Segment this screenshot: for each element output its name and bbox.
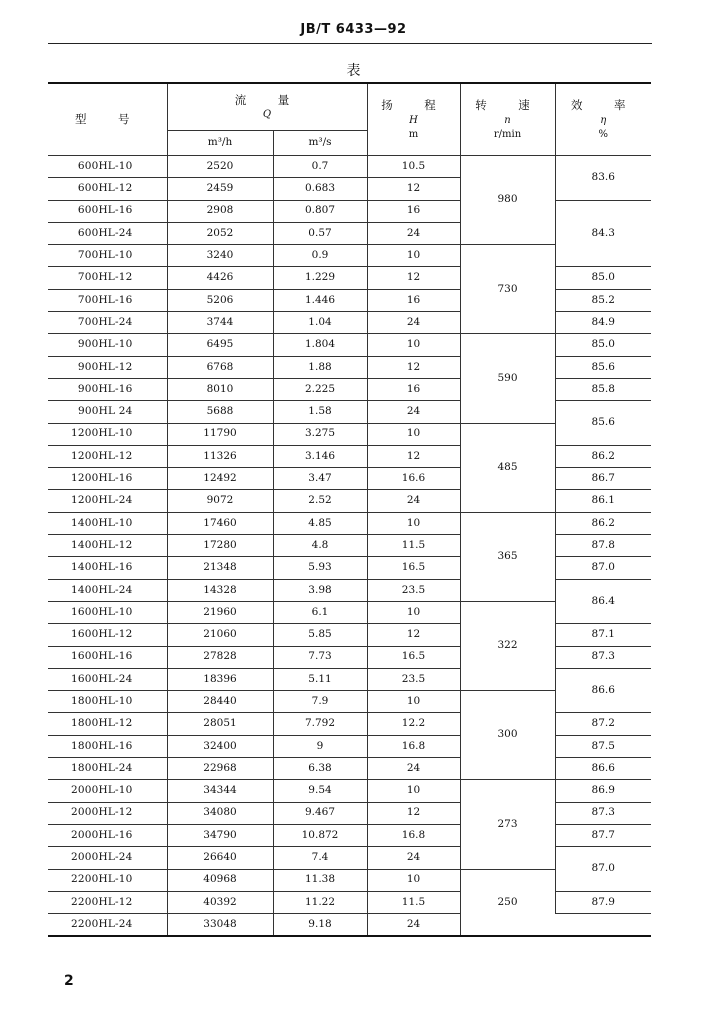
flow-per-second-cell: 6.38 <box>273 758 367 780</box>
model-cell: 600HL-12 <box>48 178 167 200</box>
head-cell: 12 <box>367 624 460 646</box>
table-row <box>48 824 651 846</box>
model-cell: 1200HL-12 <box>48 445 167 467</box>
table-row <box>48 490 651 512</box>
table-row <box>48 401 651 423</box>
flow-per-second-cell: 4.8 <box>273 535 367 557</box>
model-cell: 600HL-16 <box>48 200 167 222</box>
model-cell: 2000HL-10 <box>48 780 167 802</box>
head-cell: 24 <box>367 222 460 244</box>
efficiency-cell: 86.4 <box>555 579 651 624</box>
flow-per-hour-cell: 18396 <box>167 668 273 690</box>
efficiency-cell: 85.6 <box>555 356 651 378</box>
table-row <box>48 267 651 289</box>
head-cell: 24 <box>367 312 460 334</box>
efficiency-cell: 87.8 <box>555 535 651 557</box>
head-cell: 12 <box>367 178 460 200</box>
flow-per-second-cell: 9 <box>273 735 367 757</box>
model-cell: 700HL-10 <box>48 245 167 267</box>
flow-per-second-cell: 7.9 <box>273 691 367 713</box>
speed-cell: 300 <box>460 691 555 780</box>
flow-per-second-cell: 9.467 <box>273 802 367 824</box>
flow-per-hour-cell: 34080 <box>167 802 273 824</box>
table-row <box>48 802 651 824</box>
model-cell: 1600HL-24 <box>48 668 167 690</box>
head-cell: 16 <box>367 289 460 311</box>
model-cell: 700HL-12 <box>48 267 167 289</box>
table-body <box>48 156 651 937</box>
flow-per-hour-cell: 11790 <box>167 423 273 445</box>
table-row <box>48 557 651 579</box>
speed-cell: 250 <box>460 869 555 936</box>
flow-per-hour-cell: 34790 <box>167 824 273 846</box>
speed-cell: 365 <box>460 512 555 601</box>
flow-per-hour-cell: 40968 <box>167 869 273 891</box>
flow-per-hour-cell: 3240 <box>167 245 273 267</box>
flow-per-hour-cell: 21960 <box>167 601 273 623</box>
flow-per-hour-cell: 9072 <box>167 490 273 512</box>
efficiency-cell: 86.6 <box>555 668 651 713</box>
flow-per-second-cell: 3.275 <box>273 423 367 445</box>
table-row <box>48 512 651 534</box>
efficiency-cell: 86.6 <box>555 758 651 780</box>
flow-per-second-cell: 11.38 <box>273 869 367 891</box>
speed-cell: 485 <box>460 423 555 512</box>
col-header-model: 型 号 <box>48 83 167 156</box>
model-cell: 1200HL-24 <box>48 490 167 512</box>
col-header-head: 扬 程 H m <box>367 83 460 156</box>
head-cell: 10.5 <box>367 156 460 178</box>
efficiency-cell: 84.9 <box>555 312 651 334</box>
flow-per-second-cell: 0.9 <box>273 245 367 267</box>
efficiency-cell: 87.5 <box>555 735 651 757</box>
head-cell: 10 <box>367 245 460 267</box>
efficiency-cell: 85.0 <box>555 267 651 289</box>
efficiency-cell: 86.2 <box>555 512 651 534</box>
flow-per-hour-cell: 17280 <box>167 535 273 557</box>
flow-per-hour-cell: 5688 <box>167 401 273 423</box>
efficiency-cell: 85.0 <box>555 334 651 356</box>
flow-per-second-cell: 5.11 <box>273 668 367 690</box>
model-cell: 700HL-24 <box>48 312 167 334</box>
table-caption: 表 <box>346 63 361 79</box>
table-row <box>48 891 651 913</box>
model-cell: 2200HL-24 <box>48 914 167 937</box>
flow-per-second-cell: 11.22 <box>273 891 367 913</box>
head-cell: 24 <box>367 847 460 869</box>
table-row <box>48 847 651 869</box>
table-row <box>48 646 651 668</box>
head-cell: 10 <box>367 691 460 713</box>
flow-per-second-cell: 5.93 <box>273 557 367 579</box>
flow-per-hour-cell: 17460 <box>167 512 273 534</box>
head-cell: 10 <box>367 334 460 356</box>
efficiency-cell: 83.6 <box>555 156 651 201</box>
efficiency-cell: 87.3 <box>555 646 651 668</box>
table-row <box>48 579 651 601</box>
model-cell: 1800HL-16 <box>48 735 167 757</box>
head-cell: 10 <box>367 869 460 891</box>
efficiency-cell: 87.0 <box>555 847 651 892</box>
flow-per-hour-cell: 22968 <box>167 758 273 780</box>
table-row <box>48 758 651 780</box>
head-cell: 16 <box>367 378 460 400</box>
model-cell: 700HL-16 <box>48 289 167 311</box>
model-cell: 600HL-24 <box>48 222 167 244</box>
flow-per-second-cell: 0.807 <box>273 200 367 222</box>
table-row <box>48 535 651 557</box>
flow-per-second-cell: 7.792 <box>273 713 367 735</box>
head-cell: 16.8 <box>367 824 460 846</box>
speed-cell: 590 <box>460 334 555 423</box>
flow-per-hour-cell: 6768 <box>167 356 273 378</box>
table-row <box>48 780 651 802</box>
head-cell: 12.2 <box>367 713 460 735</box>
flow-per-hour-cell: 34344 <box>167 780 273 802</box>
model-cell: 900HL-10 <box>48 334 167 356</box>
head-cell: 10 <box>367 601 460 623</box>
head-cell: 23.5 <box>367 579 460 601</box>
table-row <box>48 289 651 311</box>
flow-per-hour-cell: 2459 <box>167 178 273 200</box>
efficiency-cell: 84.3 <box>555 200 651 267</box>
flow-per-second-cell: 5.85 <box>273 624 367 646</box>
head-cell: 16.8 <box>367 735 460 757</box>
flow-per-second-cell: 2.225 <box>273 378 367 400</box>
table-row <box>48 445 651 467</box>
efficiency-cell: 87.0 <box>555 557 651 579</box>
flow-per-second-cell: 7.4 <box>273 847 367 869</box>
head-cell: 23.5 <box>367 668 460 690</box>
model-cell: 2200HL-10 <box>48 869 167 891</box>
table-row <box>48 334 651 356</box>
table-row <box>48 356 651 378</box>
flow-per-second-cell: 1.88 <box>273 356 367 378</box>
head-cell: 11.5 <box>367 891 460 913</box>
table-row <box>48 200 651 222</box>
flow-per-hour-cell: 5206 <box>167 289 273 311</box>
head-cell: 12 <box>367 445 460 467</box>
flow-per-second-cell: 0.683 <box>273 178 367 200</box>
table-row <box>48 312 651 334</box>
head-cell: 24 <box>367 758 460 780</box>
head-cell: 16 <box>367 200 460 222</box>
efficiency-cell: 85.2 <box>555 289 651 311</box>
efficiency-cell: 87.2 <box>555 713 651 735</box>
flow-per-second-cell: 6.1 <box>273 601 367 623</box>
model-cell: 600HL-10 <box>48 156 167 178</box>
flow-per-hour-cell: 21060 <box>167 624 273 646</box>
speed-cell: 730 <box>460 245 555 334</box>
table-row <box>48 713 651 735</box>
flow-per-second-cell: 1.58 <box>273 401 367 423</box>
flow-per-second-cell: 0.57 <box>273 222 367 244</box>
flow-per-hour-cell: 40392 <box>167 891 273 913</box>
flow-per-hour-cell: 26640 <box>167 847 273 869</box>
head-cell: 24 <box>367 914 460 937</box>
head-cell: 10 <box>367 780 460 802</box>
model-cell: 2000HL-16 <box>48 824 167 846</box>
flow-per-second-cell: 9.54 <box>273 780 367 802</box>
col-header-flow-per-hour: m³/h <box>167 131 273 156</box>
model-cell: 1200HL-16 <box>48 468 167 490</box>
flow-per-second-cell: 3.146 <box>273 445 367 467</box>
head-cell: 16.5 <box>367 557 460 579</box>
head-cell: 16.6 <box>367 468 460 490</box>
model-cell: 900HL 24 <box>48 401 167 423</box>
head-cell: 24 <box>367 401 460 423</box>
flow-per-second-cell: 3.98 <box>273 579 367 601</box>
flow-per-second-cell: 9.18 <box>273 914 367 937</box>
flow-per-second-cell: 1.804 <box>273 334 367 356</box>
model-cell: 2000HL-12 <box>48 802 167 824</box>
speed-cell: 273 <box>460 780 555 869</box>
efficiency-cell: 86.1 <box>555 490 651 512</box>
flow-per-second-cell: 1.229 <box>273 267 367 289</box>
head-cell: 12 <box>367 802 460 824</box>
flow-per-hour-cell: 21348 <box>167 557 273 579</box>
model-cell: 1800HL-24 <box>48 758 167 780</box>
model-cell: 1800HL-12 <box>48 713 167 735</box>
flow-per-hour-cell: 6495 <box>167 334 273 356</box>
table-row <box>48 378 651 400</box>
table-row <box>48 914 651 937</box>
flow-per-hour-cell: 27828 <box>167 646 273 668</box>
head-cell: 12 <box>367 267 460 289</box>
model-cell: 2200HL-12 <box>48 891 167 913</box>
efficiency-cell: 85.6 <box>555 401 651 446</box>
flow-per-hour-cell: 2520 <box>167 156 273 178</box>
efficiency-cell: 87.9 <box>555 891 651 913</box>
model-cell: 1400HL-16 <box>48 557 167 579</box>
efficiency-cell: 87.1 <box>555 624 651 646</box>
flow-per-second-cell: 3.47 <box>273 468 367 490</box>
flow-per-hour-cell: 2908 <box>167 200 273 222</box>
efficiency-cell: 86.9 <box>555 780 651 802</box>
model-cell: 1600HL-16 <box>48 646 167 668</box>
table-row <box>48 668 651 690</box>
page-number: 2 <box>64 973 74 989</box>
model-cell: 900HL-16 <box>48 378 167 400</box>
model-cell: 1600HL-10 <box>48 601 167 623</box>
model-cell: 1200HL-10 <box>48 423 167 445</box>
flow-per-hour-cell: 3744 <box>167 312 273 334</box>
flow-per-second-cell: 10.872 <box>273 824 367 846</box>
col-header-speed: 转 速 n r/min <box>460 83 555 156</box>
efficiency-cell: 85.8 <box>555 378 651 400</box>
table-row <box>48 735 651 757</box>
model-cell: 2000HL-24 <box>48 847 167 869</box>
flow-per-hour-cell: 28051 <box>167 713 273 735</box>
table-row <box>48 624 651 646</box>
table-row <box>48 468 651 490</box>
model-cell: 900HL-12 <box>48 356 167 378</box>
head-cell: 10 <box>367 512 460 534</box>
flow-per-hour-cell: 8010 <box>167 378 273 400</box>
flow-per-second-cell: 7.73 <box>273 646 367 668</box>
flow-per-hour-cell: 32400 <box>167 735 273 757</box>
flow-per-hour-cell: 4426 <box>167 267 273 289</box>
table-row <box>48 156 651 178</box>
flow-per-hour-cell: 11326 <box>167 445 273 467</box>
head-cell: 24 <box>367 490 460 512</box>
speed-cell: 980 <box>460 156 555 245</box>
flow-per-hour-cell: 12492 <box>167 468 273 490</box>
header-rule <box>48 43 652 44</box>
head-cell: 16.5 <box>367 646 460 668</box>
flow-per-hour-cell: 2052 <box>167 222 273 244</box>
flow-per-hour-cell: 33048 <box>167 914 273 937</box>
efficiency-cell: 86.2 <box>555 445 651 467</box>
flow-per-second-cell: 0.7 <box>273 156 367 178</box>
efficiency-cell: 87.3 <box>555 802 651 824</box>
flow-per-hour-cell: 28440 <box>167 691 273 713</box>
flow-per-hour-cell: 14328 <box>167 579 273 601</box>
model-cell: 1800HL-10 <box>48 691 167 713</box>
col-header-flow: 流 量 Q <box>167 83 367 131</box>
flow-per-second-cell: 1.446 <box>273 289 367 311</box>
speed-cell: 322 <box>460 601 555 690</box>
head-cell: 11.5 <box>367 535 460 557</box>
model-cell: 1400HL-12 <box>48 535 167 557</box>
head-cell: 12 <box>367 356 460 378</box>
flow-per-second-cell: 1.04 <box>273 312 367 334</box>
pump-parameter-table <box>48 82 651 937</box>
model-cell: 1400HL-10 <box>48 512 167 534</box>
model-cell: 1600HL-12 <box>48 624 167 646</box>
standard-number: JB/T 6433—92 <box>300 22 407 37</box>
model-cell: 1400HL-24 <box>48 579 167 601</box>
head-cell: 10 <box>367 423 460 445</box>
flow-per-second-cell: 4.85 <box>273 512 367 534</box>
col-header-efficiency: 效 率 η % <box>555 83 651 156</box>
efficiency-cell: 87.7 <box>555 824 651 846</box>
efficiency-cell: 86.7 <box>555 468 651 490</box>
col-header-flow-per-second: m³/s <box>273 131 367 156</box>
flow-per-second-cell: 2.52 <box>273 490 367 512</box>
